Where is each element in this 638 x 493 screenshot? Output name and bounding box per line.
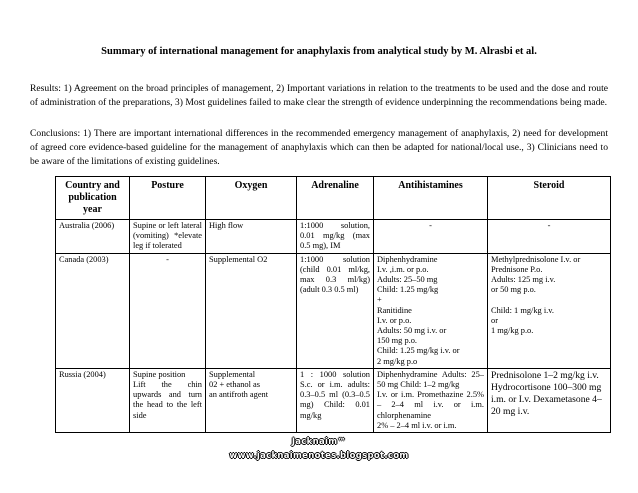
cell-adrenaline: 1 : 1000 solution S.c. or i.m. adults: 0.3–0.5 ml (0.3–0.5 mg) Child: 0.01 mg/kg [297, 368, 374, 432]
cell-antihistamines: Diphenhydramine I.v. ,i.m. or p.o. Adults: 25–50 mg Child: 1.25 mg/kg + Ranitidine I.v. or p.o. Adults: 50 mg i.v. or 150 mg p.o. Child: 1.25 mg/kg i.v. or 2 mg/kg p.o [374, 253, 488, 368]
cell-adrenaline: 1:1000 solution, 0.01 mg/kg (max 0.5 mg), IM [297, 220, 374, 254]
cell-country: Canada (2003) [56, 253, 130, 368]
cell-steroid: Prednisolone 1–2 mg/kg i.v. Hydrocortisone 100–300 mg i.m. or I.v. Dexametasone 4–20 mg i.v. [488, 368, 611, 432]
header-steroid: Steroid [488, 177, 611, 220]
cell-posture: Supine position Lift the chin upwards and turn the head to the left side [130, 368, 206, 432]
cell-antihistamines: Diphenhydramine Adults: 25–50 mg Child: 1–2 mg/kg I.v. or i.m. Promethazine 2.5% – 2–4 ml i.v. or i.m. chlorphenamine 2% – 2–4 ml i.v. or i.m. [374, 368, 488, 432]
watermark-brand: Jacknaim™ [291, 437, 347, 447]
cell-oxygen: High flow [206, 220, 297, 254]
cell-oxygen: Supplemental 02 + ethanol as an antifroth agent [206, 368, 297, 432]
cell-posture: - [130, 253, 206, 368]
document-title: Summary of international management for anaphylaxis from analytical study by M. Alrasbi et al. [101, 46, 537, 57]
table-row [56, 220, 611, 254]
header-oxygen: Oxygen [206, 177, 297, 220]
watermark-url: www.jacknaimenotes.blogspot.com [229, 451, 409, 461]
conclusions-paragraph: Conclusions: 1) There are important international differences in the recommended emergency management of anaphylaxis, 2) need for development of agreed core evidence-based guideline for the management of anaphylaxis which can then be adapted for national/local use., 3) Clinicians need to be aware of the limitations of existing guidelines. [30, 128, 608, 167]
header-country: Country and publication year [56, 177, 130, 220]
header-posture: Posture [130, 177, 206, 220]
results-paragraph: Results: 1) Agreement on the broad principles of management, 2) Important variations in relation to the treatments to be used and the dose and route of administration of the preparations, 3) Most guidelines failed to make clear the strength of evidence underpinning the recommendations being made. [30, 83, 608, 108]
header-antihistamines: Antihistamines [374, 177, 488, 220]
cell-steroid: - [488, 220, 611, 254]
table-row [56, 368, 611, 432]
cell-antihistamines: - [374, 220, 488, 254]
management-table [55, 176, 611, 433]
cell-posture: Supine or left lateral (vomiting) *elevate leg if tolerated [130, 220, 206, 254]
cell-country: Russia (2004) [56, 368, 130, 432]
header-adrenaline: Adrenaline [297, 177, 374, 220]
table-row [56, 253, 611, 368]
cell-adrenaline: 1:1000 solution (child 0.01 ml/kg, max 0.3 ml/kg) (adult 0.3 0.5 ml) [297, 253, 374, 368]
table-header-row [56, 177, 611, 220]
cell-country: Australia (2006) [56, 220, 130, 254]
cell-oxygen: Supplemental O2 [206, 253, 297, 368]
cell-steroid: Methylprednisolone I.v. or Prednisone P.o. Adults: 125 mg i.v. or 50 mg p.o. Child: 1 mg/kg i.v. or 1 mg/kg p.o. [488, 253, 611, 368]
